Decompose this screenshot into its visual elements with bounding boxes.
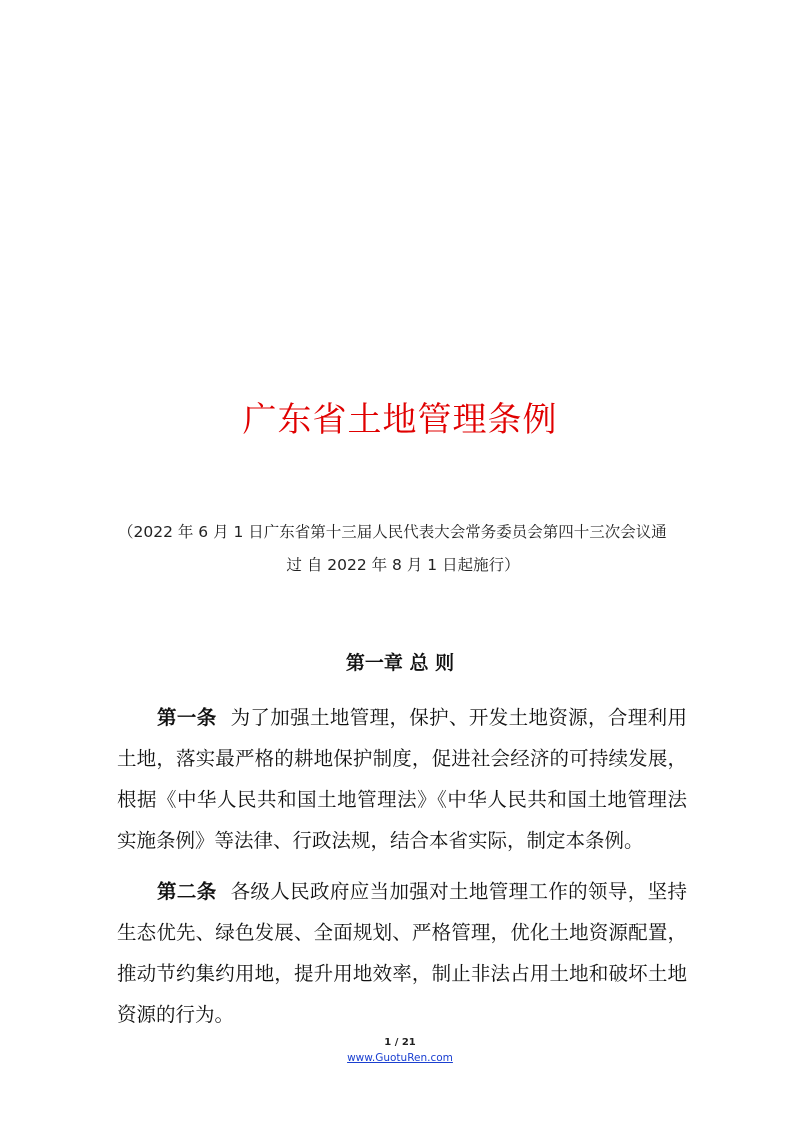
article-2-heading: 第二条 <box>157 880 217 903</box>
adoption-note-line-2: 过 自 2022 年 8 月 1 日起施行） <box>286 556 520 574</box>
adoption-note <box>118 516 688 582</box>
article-1 <box>117 697 687 861</box>
page-number: 1 / 21 <box>384 1037 416 1048</box>
article-1-heading: 第一条 <box>157 706 217 729</box>
article-2 <box>117 871 687 1035</box>
article-1-text: 为了加强土地管理，保护、开发土地资源，合理利用土地，落实最严格的耕地保护制度，促进社会经济的可持续发展，根据《中华人民共和国土地管理法》《中华人民共和国土地管理法实施条例》等法律、行政法规，结合本省实际，制定本条例。 <box>117 706 687 852</box>
article-2-text: 各级人民政府应当加强对土地管理工作的领导，坚持生态优先、绿色发展、全面规划、严格管理，优化土地资源配置，推动节约集约用地，提升用地效率，制止非法占用土地和破坏土地资源的行为。 <box>117 880 687 1026</box>
website-link[interactable]: www.GuotuRen.com <box>347 1052 453 1064</box>
chapter-heading: 第一章 总 则 <box>345 652 455 674</box>
adoption-note-line-1: （2022 年 6 月 1 日广东省第十三届人民代表大会常务委员会第四十三次会议通 <box>118 523 667 541</box>
footer-website <box>0 1052 800 1064</box>
document-title: 广东省土地管理条例 <box>242 400 558 440</box>
